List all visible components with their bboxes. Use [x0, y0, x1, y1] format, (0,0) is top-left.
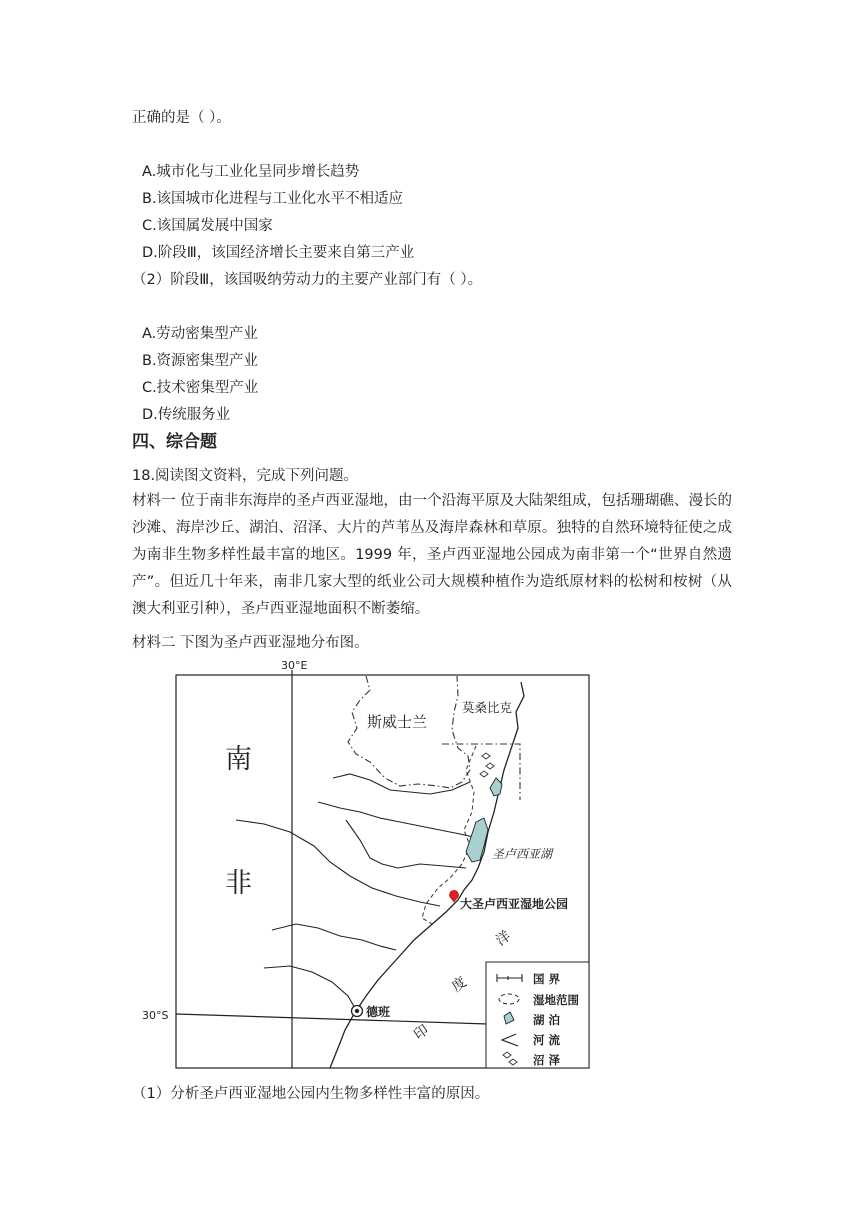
ocean-label-3: 洋 — [493, 928, 514, 950]
park-label: 大圣卢西亚湿地公园 — [460, 897, 569, 911]
swaziland-label: 斯威士兰 — [367, 713, 428, 731]
map-legend — [486, 962, 589, 1068]
q2-option-a: A.劳动密集型产业 — [142, 326, 258, 342]
river-5 — [272, 924, 396, 950]
river-1 — [333, 774, 470, 794]
river-4 — [236, 820, 440, 906]
q2-stem: （2）阶段Ⅲ，该国吸纳劳动力的主要产业部门有（ ）。 — [132, 272, 483, 288]
marsh-symbol — [480, 753, 494, 777]
q1-option-b: B.该国城市化进程与工业化水平不相适应 — [142, 191, 404, 207]
country-label-africa: 非 — [225, 868, 252, 899]
sub-question-1: （1）分析圣卢西亚湿地公园内生物多样性丰富的原因。 — [132, 1086, 490, 1102]
legend-label-river: 河 流 — [533, 1033, 561, 1047]
ocean-label-2: 度 — [449, 974, 470, 996]
material-one: 材料一 位于南非东海岸的圣卢西亚湿地，由一个沿海平原及大陆架组成，包括珊瑚礁、漫长的沙滩、海岸沙丘、湖泊、沼泽、大片的芦苇丛及海岸森林和草原。独特的自然环境特征使之成为南非生物多样性最丰富的地区。1999 年，圣卢西亚湿地公园成为南非第一个“世界自然遗产”。但近几十年来，南非几家大型的纸业公司大规模种植作为造纸原材料的松树和桉树（从澳大利亚引种），圣卢西亚湿地面积不断萎缩。 — [132, 493, 732, 617]
section-heading: 四、综合题 — [132, 432, 217, 452]
q1-option-c: C.该国属发展中国家 — [142, 218, 273, 234]
q1-option-d: D.阶段Ⅲ，该国经济增长主要来自第三产业 — [142, 245, 415, 261]
mozambique-label: 莫桑比克 — [462, 700, 513, 715]
q2-option-d: D.传统服务业 — [142, 407, 231, 423]
legend-label-wetland: 湿地范围 — [533, 993, 579, 1007]
q18-intro: 18.阅读图文资料，完成下列问题。 — [132, 468, 359, 484]
swaziland-border — [348, 676, 470, 788]
q1-option-a: A.城市化与工业化呈同步增长趋势 — [142, 164, 360, 180]
lat-label: 30°S — [142, 1009, 169, 1022]
material-two: 材料二 下图为圣卢西亚湿地分布图。 — [132, 635, 369, 651]
lon-label: 30°E — [281, 660, 308, 672]
river-2 — [318, 802, 478, 838]
country-label-south: 南 — [225, 744, 252, 775]
question-stem-tail: 正确的是（ ）。 — [132, 110, 231, 126]
mozambique-border — [442, 744, 520, 800]
ocean-label-1: 印 — [411, 1022, 432, 1044]
legend-label-lake: 湖 泊 — [533, 1013, 561, 1027]
q2-option-b: B.资源密集型产业 — [142, 353, 259, 369]
lake-label: 圣卢西亚湖 — [492, 847, 553, 861]
river-6 — [264, 966, 356, 1010]
city-label: 德班 — [366, 1005, 391, 1019]
parallel-30s — [176, 1014, 488, 1024]
lake-north — [490, 778, 502, 796]
legend-label-marsh: 沼 泽 — [533, 1053, 561, 1067]
river-3 — [346, 820, 466, 868]
legend-label-border: 国 界 — [533, 972, 561, 986]
lake-st-lucia — [466, 818, 488, 862]
q2-option-c: C.技术密集型产业 — [142, 380, 259, 396]
st-lucia-wetland-map — [140, 660, 592, 1072]
